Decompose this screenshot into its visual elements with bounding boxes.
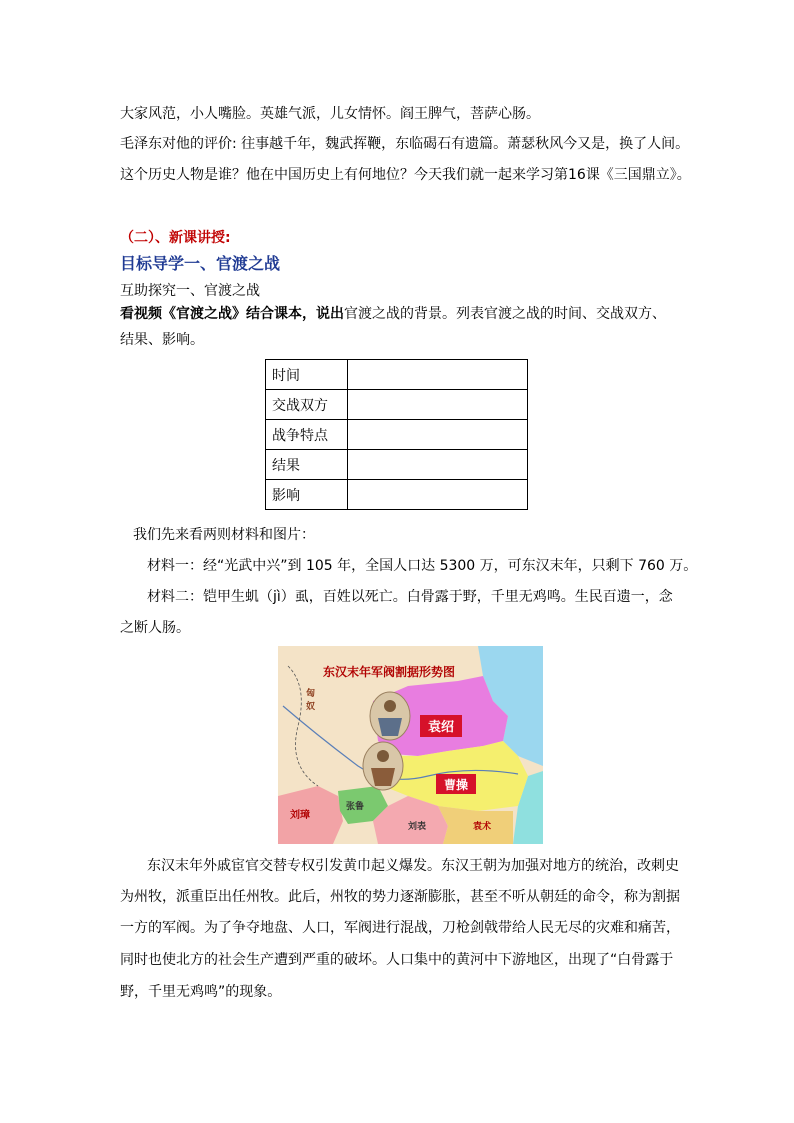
worksheet-table (265, 359, 528, 510)
body-line-1: 东汉末年外戚宦官交替专权引发黄巾起义爆发。东汉王朝为加强对地方的统治，改刺史 (147, 858, 679, 874)
xiongnu-label-1: 匈 (306, 689, 316, 699)
task-rest: 官渡之战的背景。列表官渡之战的时间、交战双方、 (344, 306, 666, 322)
portrait-body (378, 718, 402, 736)
intro-line-1: 大家风范，小人嘴脸。英雄气派，儿女情怀。阎王脾气，菩萨心肠。 (120, 106, 540, 122)
row-label: 时间 (266, 360, 348, 390)
answer-cell[interactable] (348, 390, 528, 420)
task-bold: 看视频《官渡之战》结合课本，说出 (120, 306, 344, 322)
yuanshao-label: 袁绍 (427, 720, 455, 735)
body-line-2: 为州牧，派重臣出任州牧。此后，州牧的势力逐渐膨胀，甚至不听从朝廷的命令，称为割据 (120, 889, 680, 905)
row-label: 结果 (266, 450, 348, 480)
task-line-1 (120, 304, 666, 324)
portrait-head (384, 700, 396, 712)
zhanglu-label: 张鲁 (346, 802, 365, 812)
explore-heading: 互助探究一、官渡之战 (120, 283, 260, 299)
portrait-body (371, 768, 395, 786)
liuzhang-region (278, 786, 343, 844)
warlord-map (278, 646, 543, 844)
table-row (266, 450, 528, 480)
intro-line-2: 毛泽东对他的评价: 往事越千年，魏武挥鞭，东临碣石有遗篇。萧瑟秋风今又是，换了人间。 (120, 136, 690, 152)
liubiao-label: 刘表 (408, 822, 427, 832)
answer-cell[interactable] (348, 360, 528, 390)
table-row (266, 420, 528, 450)
section-heading: （二）、新课讲授: (120, 230, 231, 246)
answer-cell[interactable] (348, 420, 528, 450)
body-line-5: 野，千里无鸡鸣”的现象。 (120, 984, 282, 1000)
material-2-line-2: 之断人肠。 (120, 620, 190, 636)
table-row (266, 360, 528, 390)
row-label: 战争特点 (266, 420, 348, 450)
liuzhang-label: 刘璋 (290, 810, 310, 821)
material-1: 材料一：经“光武中兴”到 105 年，全国人口达 5300 万，可东汉末年，只剩下 760 万。 (147, 558, 698, 574)
intro-line-3: 这个历史人物是谁？他在中国历史上有何地位？今天我们就一起来学习第16课《三国鼎立》。 (120, 167, 691, 183)
task-line-2: 结果、影响。 (120, 332, 204, 348)
map-title: 东汉末年军阀割据形势图 (323, 665, 456, 679)
answer-cell[interactable] (348, 480, 528, 510)
caocao-label: 曹操 (443, 778, 469, 792)
xiongnu-label-2: 奴 (306, 702, 316, 712)
material-2-line-1: 材料二：铠甲生虮（jì）虱，百姓以死亡。白骨露于野，千里无鸡鸣。生民百遗一，念 (147, 589, 673, 605)
row-label: 交战双方 (266, 390, 348, 420)
body-line-4: 同时也使北方的社会生产遭到严重的破坏。人口集中的黄河中下游地区，出现了“白骨露于 (120, 952, 674, 968)
goal-heading: 目标导学一、官渡之战 (120, 254, 281, 273)
table-row (266, 390, 528, 420)
answer-cell[interactable] (348, 450, 528, 480)
portrait-head (377, 750, 389, 762)
yuanshu-label: 袁术 (473, 822, 492, 832)
body-line-3: 一方的军阀。为了争夺地盘、人口，军阀进行混战，刀枪剑戟带给人民无尽的灾难和痛苦， (120, 920, 680, 936)
row-label: 影响 (266, 480, 348, 510)
materials-lead: 我们先来看两则材料和图片： (133, 527, 315, 543)
table-row (266, 480, 528, 510)
